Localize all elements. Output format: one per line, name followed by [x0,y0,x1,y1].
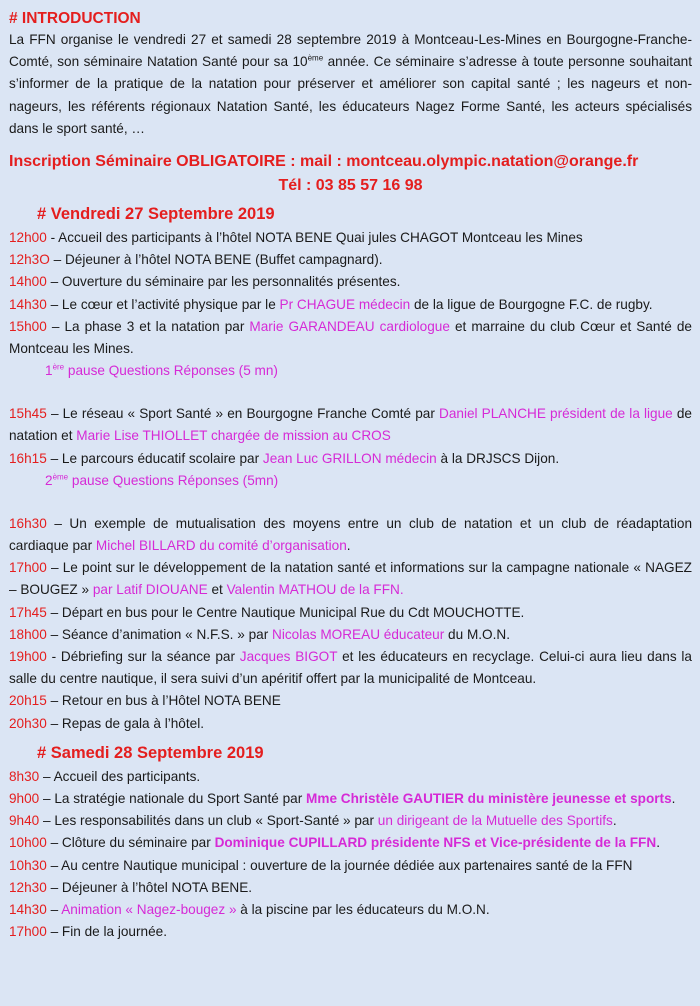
schedule-text: – Déjeuner à l’hôtel NOTA BENE. [46,879,253,895]
telephone-line: Tél : 03 85 57 16 98 [278,177,423,195]
schedule-time: 16h30 [9,515,47,531]
schedule-text: – Le cœur et l’activité physique par le [46,296,280,312]
schedule-text: – Le réseau « Sport Santé » en Bourgogne Franche Comté par [46,406,440,422]
schedule-text: – Déjeuner à l’hôtel NOTA BENE (Buffet campagnard). [49,252,383,268]
schedule-item [9,899,692,921]
schedule-time: 12h00 [9,230,47,246]
saturday-heading: # Samedi 28 Septembre 2019 [37,743,264,762]
schedule-item [9,227,692,249]
intro-text-a: La FFN organise le vendredi 27 et samedi 28 septembre 2019 à Montceau-Les-Mines en Bourgogne-Franche-Comté, son séminaire Natation Santé pour sa 10 [9,32,692,70]
schedule-item [9,690,692,712]
pause-line [9,360,692,382]
schedule-text-mid: et [207,582,227,598]
schedule-text-end: . [612,813,617,829]
schedule-item [9,921,692,943]
schedule-time: 18h00 [9,626,47,642]
schedule-item [9,766,692,788]
schedule-item [9,855,692,877]
pause-superscript: ème [52,472,69,482]
schedule-time: 12h3O [9,252,50,268]
schedule-time: 17h00 [9,924,47,940]
friday-heading: # Vendredi 27 Septembre 2019 [37,205,275,224]
schedule-time: 9h00 [9,791,40,807]
intro-superscript: ème [307,53,324,63]
schedule-text-end: de la ligue de Bourgogne F.C. de rugby. [410,296,653,312]
schedule-text: – Repas de gala à l’hôtel. [46,715,205,731]
schedule-text-end: et les éducateurs en recyclage. Celui-ci aura lieu dans la salle du centre nautique, il sera suivi d’un apéritif offert par la municipalité de Montceau. [9,649,692,687]
schedule-item [9,448,692,470]
schedule-time: 10h30 [9,857,47,873]
schedule-text-end: du M.O.N. [444,626,510,642]
schedule-time: 20h15 [9,693,47,709]
schedule-time: 15h45 [9,406,47,422]
schedule-text: - Débriefing sur la séance par [46,649,240,665]
schedule-item [9,832,692,854]
schedule-item [9,624,692,646]
schedule-time: 17h00 [9,560,47,576]
pause-line [9,470,692,492]
schedule-text: – La stratégie nationale du Sport Santé par [39,791,307,807]
schedule-item [9,249,692,271]
introduction-paragraph [9,29,692,140]
schedule-speaker: Marie GARANDEAU cardiologue [249,318,450,334]
schedule-time: 20h30 [9,715,47,731]
schedule-text: – Clôture du séminaire par [46,835,215,851]
schedule-time: 14h30 [9,902,47,918]
schedule-item [9,788,692,810]
schedule-time: 16h15 [9,450,47,466]
schedule-item [9,294,692,316]
pause-number: 1 [45,363,53,379]
schedule-text: – Retour en bus à l’Hôtel NOTA BENE [46,693,281,709]
schedule-speaker-2: Marie Lise THIOLLET chargée de mission au CROS [76,428,391,444]
pause-number: 2 [45,472,53,488]
schedule-text: – Les responsabilités dans un club « Sport-Santé » par [39,813,378,829]
schedule-speaker: Dominique CUPILLARD présidente NFS et Vice-présidente de la FFN [214,835,657,851]
pause-superscript: ère [52,362,65,372]
schedule-speaker-2: Valentin MATHOU de la FFN. [226,582,404,598]
schedule-item [9,271,692,293]
schedule-text-end: . [671,791,676,807]
schedule-text: – Le point sur le développement de la natation santé et informations sur la campagne nationale « NAGEZ – BOUGEZ » [9,560,692,598]
schedule-text-end: et marraine du club Cœur et Santé de Montceau les Mines. [9,318,692,357]
schedule-time: 14h00 [9,274,47,290]
schedule-speaker: Nicolas MOREAU éducateur [272,626,445,642]
schedule-time: 15h00 [9,318,47,334]
schedule-text: – [46,902,62,918]
schedule-speaker: par Latif DIOUANE [92,582,208,598]
schedule-speaker: Michel BILLARD du comité d’organisation [95,538,347,554]
schedule-text-mid: de natation et [9,406,692,444]
schedule-item [9,513,692,557]
schedule-text: – Accueil des participants. [39,768,201,784]
schedule-text-end: à la DRJSCS Dijon. [436,450,560,466]
schedule-item [9,713,692,735]
schedule-speaker: Mme Christèle GAUTIER du ministère jeunesse et sports [306,791,672,807]
schedule-text: – Au centre Nautique municipal : ouverture de la journée dédiée aux partenaires santé de la FFN [46,857,633,873]
schedule-speaker: un dirigeant de la Mutuelle des Sportifs [377,813,613,829]
schedule-text-end: à la piscine par les éducateurs du M.O.N. [236,902,490,918]
schedule-text: – Séance d’animation « N.F.S. » par [46,626,272,642]
pause-text: pause Questions Réponses (5 mn) [64,363,278,379]
schedule-time: 14h30 [9,296,47,312]
schedule-text: – Fin de la journée. [46,924,167,940]
schedule-time: 9h40 [9,813,40,829]
schedule-time: 10h00 [9,835,47,851]
schedule-time: 12h30 [9,879,47,895]
schedule-speaker: Pr CHAGUE médecin [279,296,411,312]
schedule-time: 8h30 [9,768,40,784]
schedule-text: - Accueil des participants à l’hôtel NOTA BENE Quai jules CHAGOT Montceau les Mines [46,230,583,246]
schedule-text-end: . [656,835,660,851]
schedule-item [9,810,692,832]
schedule-text: – Le parcours éducatif scolaire par [46,450,263,466]
pause-text: pause Questions Réponses (5mn) [68,472,279,488]
schedule-speaker: Jacques BIGOT [239,649,338,665]
schedule-item [9,602,692,624]
schedule-time: 17h45 [9,604,47,620]
schedule-text-end: . [346,538,351,554]
schedule-item [9,316,692,360]
schedule-speaker: Daniel PLANCHE président de la ligue [439,406,673,422]
schedule-item [9,877,692,899]
schedule-text: – La phase 3 et la natation par [46,318,250,334]
schedule-text: – Départ en bus pour le Centre Nautique Municipal Rue du Cdt MOUCHOTTE. [46,604,525,620]
schedule-speaker: Jean Luc GRILLON médecin [262,450,437,466]
inscription-notice: Inscription Séminaire OBLIGATOIRE : mail : montceau.olympic.natation@orange.fr [9,153,639,171]
schedule-text: – Un exemple de mutualisation des moyens entre un club de natation et un club de réadaptation cardiaque par [9,515,692,554]
schedule-text: – Ouverture du séminaire par les personnalités présentes. [46,274,401,290]
schedule-item [9,646,692,690]
schedule-item [9,557,692,601]
schedule-item [9,403,692,447]
schedule-time: 19h00 [9,649,47,665]
introduction-heading: # INTRODUCTION [9,10,141,27]
intro-text-b: année. Ce séminaire s’adresse à toute personne souhaitant s’informer de la pratique de la natation pour préserver et améliorer son capital santé ; les nageurs et non-nageurs, les référents régionaux Natation Santé, les éducateurs Nagez Forme Santé, les acteurs spécialisés dans le sport santé, … [9,54,692,136]
schedule-speaker: Animation « Nagez-bougez » [61,902,237,918]
